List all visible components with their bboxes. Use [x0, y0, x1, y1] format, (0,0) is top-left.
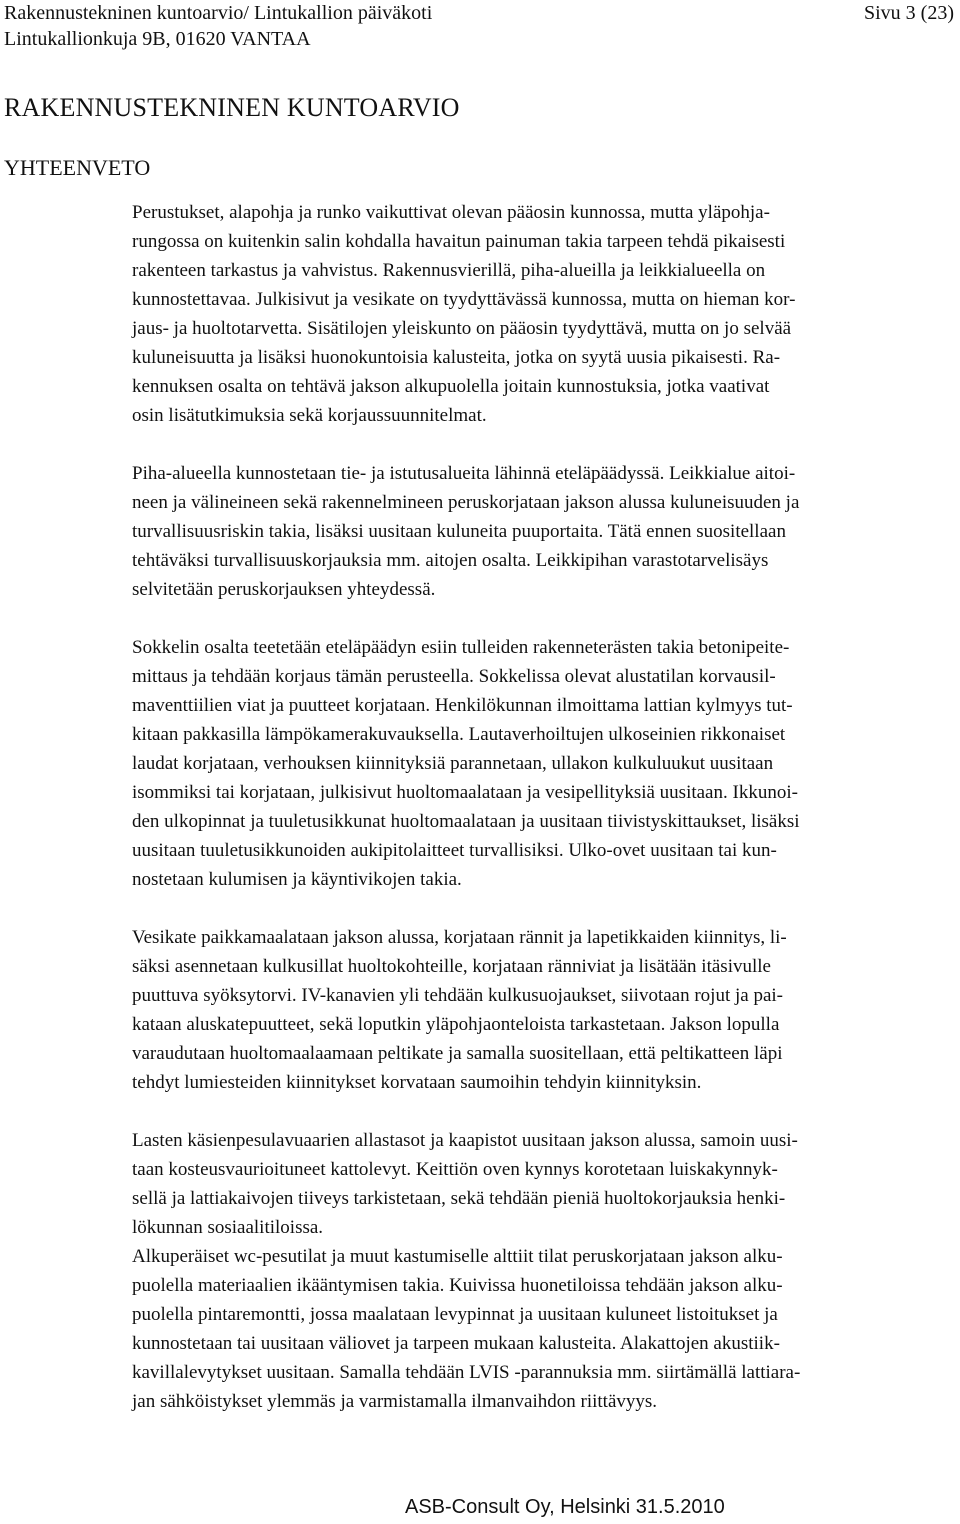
text-line: den ulkopinnat ja tuuletusikkunat huoltomaalataan ja uusitaan tiivistyskittaukset, lisäksi: [132, 811, 800, 832]
paragraph-gap: [132, 604, 932, 633]
text-line: Piha-alueella kunnostetaan tie- ja istutusalueita lähinnä eteläpäädyssä. Leikkialue aitoi-: [132, 463, 796, 484]
text-line: Perustukset, alapohja ja runko vaikuttivat olevan pääosin kunnossa, mutta yläpohja-: [132, 202, 770, 223]
text-line: laudat korjataan, verhouksen kiinnityksiä parannetaan, ullakon kulkuluukut uusitaan: [132, 753, 774, 774]
text-line: tehtäväksi turvallisuuskorjauksia mm. aitojen osalta. Leikkipihan varastotarvelisäys: [132, 550, 769, 571]
text-line: puuttuva syöksytorvi. IV-kanavien yli tehdään kulkusuojaukset, siivotaan rojut ja pai-: [132, 985, 783, 1006]
summary-body: [132, 198, 932, 1416]
page-number: Sivu 3 (23): [864, 2, 954, 24]
text-line: kennuksen osalta on tehtävä jakson alkupuolella joitain kunnostuksia, jotka vaativat: [132, 376, 770, 397]
paragraph: [132, 923, 932, 1097]
text-line: tehdyt lumiesteiden kiinnitykset korvataan saumoihin tehdyin kiinnityksin.: [132, 1072, 702, 1093]
text-line: kavillalevytykset uusitaan. Samalla tehdään LVIS -parannuksia mm. siirtämällä lattiara-: [132, 1362, 801, 1383]
text-line: säksi asennetaan kulkusillat huoltokohteille, korjataan ränniviat ja lisätään itäsivulle: [132, 956, 771, 977]
text-line: isommiksi tai korjataan, julkisivut huoltomaalataan ja vesipellityksiä uusitaan. Ikkunoi-: [132, 782, 798, 803]
text-line: nostetaan kulumisen ja käyntivikojen takia.: [132, 869, 462, 890]
paragraph: [132, 1126, 932, 1416]
text-line: Sokkelin osalta teetetään eteläpäädyn esiin tulleiden rakenneterästen takia betonipeite-: [132, 637, 790, 658]
text-line: taan kosteusvaurioituneet kattolevyt. Keittiön oven kynnys korotetaan luiskakynnyk-: [132, 1159, 778, 1180]
text-line: rungossa on kuitenkin salin kohdalla havaitun painuman takia tarpeen tehdä pikaisesti: [132, 231, 786, 252]
text-line: sellä ja lattiakaivojen tiiveys tarkistetaan, sekä tehdään pieniä huoltokorjauksia henki-: [132, 1188, 786, 1209]
paragraph-gap: [132, 430, 932, 459]
paragraph: [132, 459, 932, 604]
text-line: turvallisuusriskin takia, lisäksi uusitaan kuluneita puuportaita. Tätä ennen suositellaan: [132, 521, 786, 542]
paragraph: [132, 198, 932, 430]
page-footer: ASB-Consult Oy, Helsinki 31.5.2010: [405, 1496, 725, 1518]
text-line: kunnostettavaa. Julkisivut ja vesikate on tyydyttävässä kunnossa, mutta on hieman kor-: [132, 289, 796, 310]
paragraph-gap: [132, 1097, 932, 1126]
text-line: lökunnan sosiaalitiloissa.: [132, 1217, 324, 1238]
text-line: Alkuperäiset wc-pesutilat ja muut kastumiselle alttiit tilat peruskorjataan jakson alku-: [132, 1246, 783, 1267]
text-line: selvitetään peruskorjauksen yhteydessä.: [132, 579, 436, 600]
text-line: neen ja välineineen sekä rakennelmineen peruskorjataan jakson alussa kuluneisuuden ja: [132, 492, 800, 513]
document-title: RAKENNUSTEKNINEN KUNTOARVIO: [4, 93, 460, 122]
header-address: Lintukallionkuja 9B, 01620 VANTAA: [4, 28, 311, 50]
paragraph-gap: [132, 894, 932, 923]
text-line: uusitaan tuuletusikkunoiden aukipitolaitteet turvallisiksi. Ulko-ovet uusitaan tai kun-: [132, 840, 777, 861]
paragraph: [132, 633, 932, 894]
text-line: jaus- ja huoltotarvetta. Sisätilojen yleiskunto on pääosin tyydyttävä, mutta on jo selvää: [132, 318, 792, 339]
text-line: jan sähköistykset ylemmäs ja varmistamalla ilmanvaihdon riittävyys.: [132, 1391, 658, 1412]
text-line: osin lisätutkimuksia sekä korjaussuunnitelmat.: [132, 405, 487, 426]
text-line: varaudutaan huoltomaalaamaan peltikate ja samalla suositellaan, että peltikatteen läpi: [132, 1043, 783, 1064]
text-line: kunnostetaan tai uusitaan väliovet ja tarpeen mukaan kalusteita. Alakattojen akustiik-: [132, 1333, 780, 1354]
text-line: kataan aluskatepuutteet, sekä loputkin yläpohjaonteloista tarkastetaan. Jakson lopulla: [132, 1014, 780, 1035]
text-line: rakenteen tarkastus ja vahvistus. Rakennusvierillä, piha-alueilla ja leikkialueella on: [132, 260, 766, 281]
text-line: maventtiilien viat ja puutteet korjataan. Henkilökunnan ilmoittama lattian kylmyys tut-: [132, 695, 793, 716]
text-line: Lasten käsienpesulavuaarien allastasot ja kaapistot uusitaan jakson alussa, samoin uusi-: [132, 1130, 798, 1151]
text-line: Vesikate paikkamaalataan jakson alussa, korjataan rännit ja lapetikkaiden kiinnitys, li-: [132, 927, 787, 948]
header-document-title: Rakennustekninen kuntoarvio/ Lintukallion päiväkoti: [4, 2, 433, 24]
text-line: kitaan pakkasilla lämpökamerakuvauksella. Lautaverhoiltujen ulkoseinien rikkonaiset: [132, 724, 786, 745]
section-heading: YHTEENVETO: [4, 155, 151, 180]
text-line: kuluneisuutta ja lisäksi huonokuntoisia kalusteita, jotka on syytä uusia pikaisesti. Ra-: [132, 347, 781, 368]
text-line: puolella materiaalien ikääntymisen takia. Kuivissa huonetiloissa tehdään jakson alku-: [132, 1275, 783, 1296]
page-header: [4, 0, 432, 52]
text-line: puolella pintaremontti, jossa maalataan levypinnat ja uusitaan kuluneet listoitukset ja: [132, 1304, 778, 1325]
text-line: mittaus ja tehdään korjaus tämän perusteella. Sokkelissa olevat alustatilan korvausil-: [132, 666, 776, 687]
